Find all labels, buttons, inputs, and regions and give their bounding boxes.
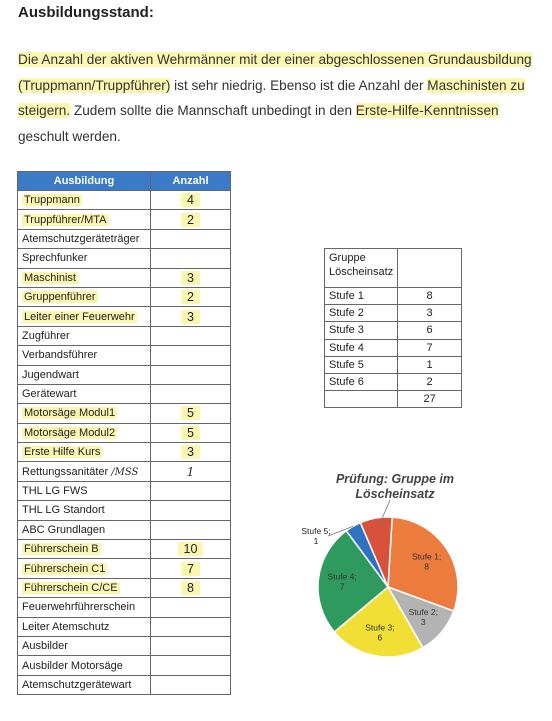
training-count: 3 (181, 445, 200, 459)
training-count-cell (151, 326, 231, 345)
header-anzahl: Anzahl (151, 172, 231, 191)
training-count: 3 (181, 310, 200, 324)
training-name-cell (18, 656, 151, 675)
training-name: Ausbilder (22, 640, 68, 653)
table-row (18, 191, 231, 210)
training-name: Leiter Atemschutz (22, 620, 110, 633)
training-name: Ausbilder Motorsäge (22, 659, 123, 672)
training-count-cell (151, 423, 231, 442)
training-count-cell (151, 578, 231, 597)
training-name: Führerschein B (24, 543, 99, 556)
training-count: 10 (178, 542, 204, 556)
table-row (18, 540, 231, 559)
training-name: Atemschutzgerätewart (22, 678, 132, 691)
training-count-cell (151, 617, 231, 636)
paragraph-part-6: geschult werden. (18, 128, 121, 144)
training-count-cell (151, 346, 231, 365)
training-name: Maschinist (24, 271, 76, 284)
training-name: Führerschein C/CE (24, 582, 118, 594)
training-count-cell (151, 559, 231, 578)
table-row (325, 305, 462, 322)
table-row (325, 339, 462, 356)
training-count-cell (151, 675, 231, 694)
training-count-cell (151, 287, 231, 306)
training-count-cell (151, 520, 231, 539)
training-count: 2 (181, 290, 200, 304)
table-row (18, 229, 231, 248)
group-stage-value: 3 (398, 305, 462, 322)
group-stage-value: 6 (398, 322, 462, 339)
training-count-cell (151, 462, 231, 481)
training-count: 5 (181, 426, 200, 440)
training-name-cell (18, 462, 151, 481)
pie-chart (280, 480, 520, 680)
table-row (18, 404, 231, 423)
table-row (325, 288, 462, 305)
group-stage-label: Stufe 3 (325, 322, 398, 339)
training-count-cell (151, 598, 231, 617)
page-heading: Ausbildungsstand: (18, 4, 154, 21)
table-row (18, 617, 231, 636)
table-row (18, 210, 231, 229)
training-name: ABC Grundlagen (22, 523, 106, 536)
table-row (18, 346, 231, 365)
training-name: Erste Hilfe Kurs (24, 446, 101, 459)
training-name-cell (18, 346, 151, 365)
group-stage-value: 1 (398, 356, 462, 373)
paragraph-part-2: ist sehr niedrig. Ebenso ist die Anzahl der (170, 77, 428, 93)
training-name-cell (18, 287, 151, 306)
training-count: 4 (181, 193, 200, 207)
training-count: 7 (181, 562, 200, 576)
training-count-cell (151, 656, 231, 675)
training-name-cell (18, 598, 151, 617)
paragraph-part-5: Erste-Hilfe-Kenntnissen (355, 103, 499, 118)
group-stage-label: Stufe 6 (325, 373, 398, 390)
paragraph-part-4: Zudem sollte die Mannschaft unbedingt in den (70, 103, 356, 118)
table-row (18, 462, 231, 481)
pie-label-2: Stufe 2; 3 (408, 606, 438, 627)
handwritten-note: /MSS (111, 466, 139, 478)
training-count-cell (151, 249, 231, 268)
training-name: Gerätewart (22, 388, 77, 401)
table-row (18, 423, 231, 442)
training-count-cell (151, 365, 231, 384)
training-name-cell (18, 675, 151, 694)
training-name-cell (18, 540, 151, 559)
training-count: 2 (181, 213, 200, 227)
header-ausbildung: Ausbildung (18, 172, 151, 191)
training-name-cell (18, 404, 151, 423)
table-row-total (325, 391, 462, 408)
pie-label-3: Stufe 3; 6 (365, 622, 395, 643)
group-stage-label: Stufe 5 (325, 356, 398, 373)
training-name-cell (18, 423, 151, 442)
table-row (18, 675, 231, 694)
training-count-cell (151, 501, 231, 520)
training-name-cell (18, 307, 151, 326)
training-name: Motorsäge Modul2 (24, 426, 116, 439)
training-name-cell (18, 326, 151, 345)
training-name-cell (18, 501, 151, 520)
group-stage-value: 7 (398, 339, 462, 356)
training-name: THL LG FWS (22, 485, 88, 498)
training-name: Verbandsführer (22, 349, 98, 362)
pie-label-1: Stufe 1; 8 (411, 551, 442, 572)
table-row (18, 559, 231, 578)
group-header-label: Gruppe Löscheinsatz (325, 249, 398, 288)
table-row (18, 578, 231, 597)
table-row (18, 307, 231, 326)
table-row (18, 326, 231, 345)
training-count: 3 (181, 271, 200, 285)
group-table (324, 248, 462, 408)
training-count-cell (151, 404, 231, 423)
group-stage-value: 8 (398, 288, 462, 305)
training-table-header (18, 172, 231, 191)
training-name-cell (18, 559, 151, 578)
group-stage-value: 2 (398, 373, 462, 390)
training-name: Atemschutzgeräteträger (22, 232, 140, 245)
pie-label-5: Stufe 5; 1 (301, 526, 331, 546)
group-header-empty (398, 249, 462, 288)
training-name: Rettungssanitäter (22, 465, 109, 478)
training-count-cell (151, 191, 231, 210)
training-name: Motorsäge Modul1 (24, 407, 116, 420)
table-row (18, 443, 231, 462)
paragraph-part-1: Die Anzahl der aktiven Wehrmänner mit der einer abgeschlossenen Grundausbildung (Truppmann/Truppführer) (18, 52, 532, 93)
group-total-empty (325, 391, 398, 408)
table-row (18, 520, 231, 539)
pie-label-4: Stufe 4; 7 (327, 571, 357, 592)
training-name-cell (18, 443, 151, 462)
training-name-cell (18, 636, 151, 655)
training-table (17, 171, 231, 695)
group-stage-label: Stufe 2 (325, 305, 398, 322)
training-name: Führerschein C1 (24, 562, 106, 575)
training-name: Zugführer (22, 329, 70, 342)
training-name: Leiter einer Feuerwehr (24, 310, 135, 323)
group-table-header (325, 249, 462, 288)
training-name: Gruppenführer (24, 291, 96, 304)
training-count-cell (151, 268, 231, 287)
table-row (18, 598, 231, 617)
training-count-cell (151, 481, 231, 500)
training-name-cell (18, 268, 151, 287)
table-row (325, 373, 462, 390)
pie-chart-title: Prüfung: Gruppe im Löscheinsatz (335, 472, 455, 501)
training-count-cell (151, 210, 231, 229)
training-name: THL LG Standort (22, 504, 105, 517)
training-name-cell (18, 578, 151, 597)
group-stage-label: Stufe 4 (325, 339, 398, 356)
table-row (18, 365, 231, 384)
training-name-cell (18, 249, 151, 268)
training-count: 5 (181, 406, 200, 420)
table-row (18, 287, 231, 306)
training-count-cell (151, 540, 231, 559)
training-count-cell (151, 229, 231, 248)
training-name: Sprechfunker (22, 252, 88, 265)
table-row (18, 268, 231, 287)
training-name: Feuerwehrführerschein (22, 601, 136, 614)
table-row (18, 656, 231, 675)
table-row (18, 481, 231, 500)
training-name-cell (18, 210, 151, 229)
training-name-cell (18, 520, 151, 539)
training-name-cell (18, 481, 151, 500)
training-name-cell (18, 365, 151, 384)
table-row (18, 636, 231, 655)
table-row (18, 249, 231, 268)
training-name-cell (18, 229, 151, 248)
training-count-cell (151, 307, 231, 326)
table-row (325, 322, 462, 339)
training-name-cell (18, 191, 151, 210)
training-name: Truppmann (24, 194, 80, 207)
training-table-body (18, 191, 231, 695)
group-total-value: 27 (398, 391, 462, 408)
training-name-cell (18, 384, 151, 403)
training-count-cell (151, 384, 231, 403)
training-count: 1 (186, 464, 195, 480)
training-name-cell (18, 617, 151, 636)
training-count-cell (151, 636, 231, 655)
table-row (18, 384, 231, 403)
group-stage-label: Stufe 1 (325, 288, 398, 305)
summary-paragraph (18, 47, 538, 149)
training-name: Truppführer/MTA (24, 213, 107, 226)
training-name: Jugendwart (22, 368, 79, 381)
table-row (18, 501, 231, 520)
training-count: 8 (181, 581, 200, 595)
table-row (325, 356, 462, 373)
training-count-cell (151, 443, 231, 462)
paragraph-part-3: Maschinisten zu steigern. (18, 77, 525, 118)
